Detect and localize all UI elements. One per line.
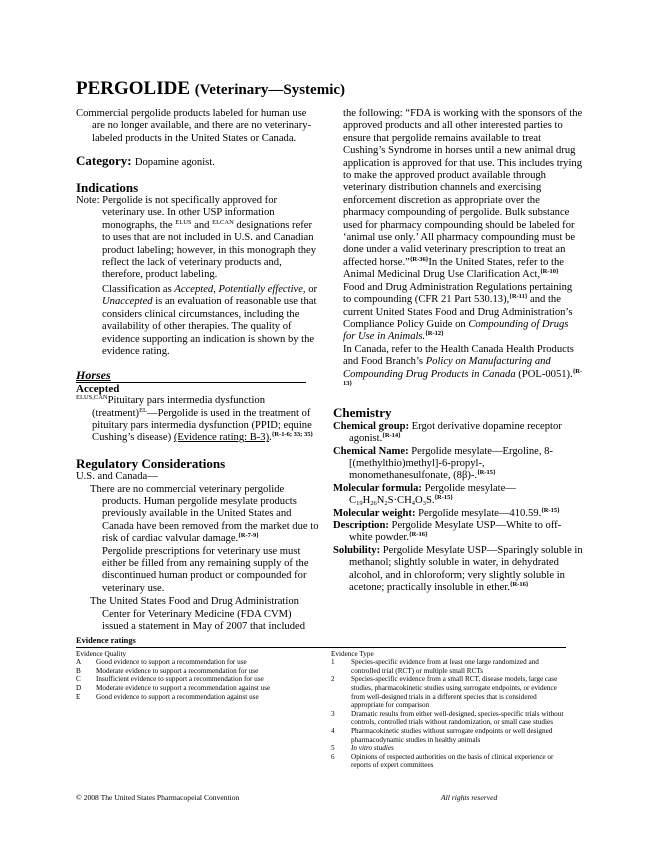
quality-key: A xyxy=(76,658,82,667)
type-value: Species-specific evidence from a small RCT, disease models, large case studies, pharmacokinetic studies using surrogate endpoints, or evidence from well-designed trials in a different species that is considered appropriate for comparison xyxy=(351,675,558,710)
horses-indication: $^{ELUS,CAN}$Pituitary pars intermedia dysfunction (treatment)$^{EL}$—Pergolide is used in the treatment of pituitary pars intermedia dysfunction (PPID; equine Cushing’s disease) (Evidence rating: B-3).$^{\{R-1-6; 33; 35\}}$ xyxy=(76,394,314,444)
category-value: Dopamine agonist. xyxy=(134,157,215,169)
type-row xyxy=(331,744,567,753)
accepted-heading: Accepted xyxy=(76,382,120,395)
chemical-group: Chemical group: Ergot derivative dopamine receptor agonist.$^{\{R-14\}}$ xyxy=(333,420,562,445)
quality-key: E xyxy=(76,692,81,701)
regulatory-region: U.S. and Canada— xyxy=(76,471,158,483)
description: Description: Pergolide Mesylate USP—White to off-white powder.$^{\{R-16\}}$ xyxy=(333,520,562,544)
right-column xyxy=(333,108,583,594)
evidence-ratings xyxy=(76,636,576,770)
quality-row xyxy=(76,693,316,702)
quality-value: Good evidence to support a recommendation for use xyxy=(96,658,247,667)
molecular-formula: Molecular formula: Pergolide mesylate— $C_{19}H_{26}N_2S\cdot CH_4O_3S.^{\{R-15\}}$ xyxy=(333,482,516,508)
left-column xyxy=(76,108,320,633)
type-row xyxy=(331,658,567,675)
classification-paragraph: Classification as Accepted, Potentially effective, or Unaccepted is an evaluation of reasonable use that considers clinical circumstances, including the availability of other therapies. The quality of evidence supporting an indication is shown by the evidence rating. xyxy=(102,283,318,357)
quality-row xyxy=(76,658,316,667)
regulatory-p3: The United States Food and Drug Administration Center for Veterinary Medicine (FDA CVM) issued a statement in May of 2007 that included xyxy=(90,596,306,633)
chemical-name: Chemical Name: Pergolide mesylate—Ergoline, 8-[(methylthio)methyl]-6-propyl-, monomethanesulfonate, (8β)-.$^{\{R-15\}}$ xyxy=(333,445,553,482)
regulatory-fda-quote: the following: “FDA is working with the sponsors of the approved products and all other interested parties to ensure that pergolide remains available to treat Cushing’s Syndrome in horses until a new animal drug application is approved for that use. This includes trying to make the approved product available through veterinary distribution channels and exercising enforcement discretion as appropriate over the pharmacy compounding of pergolide. Bulk substance used for pharmacy compounding should be labeled for ‘animal use only.’ All pharmacy compounding must be done under a valid veterinary prescription to treat an affected horse.”$^{\{R-36\}}$In the United States, refer to the Animal Medicinal Drug Use Clarification Act,$^{\{R-10\}}$ Food and Drug Administration Regulations pertaining to compounding (CFR 21 Part 530.13),$^{\{R-11\}}$ and the current United States Food and Drug Administration’s Compliance Policy Guide on Compounding of Drugs for Use in Animals.$^{\{R-12\}}$ xyxy=(343,108,583,343)
type-key: 4 xyxy=(331,726,335,735)
category-heading: Category: Dopamine agonist. xyxy=(76,153,215,169)
quality-value: Moderate evidence to support a recommendation for use xyxy=(96,666,259,675)
quality-row xyxy=(76,667,316,676)
quality-key: B xyxy=(76,666,81,675)
type-row xyxy=(331,675,567,709)
type-value: In vitro studies xyxy=(351,744,394,753)
quality-row xyxy=(76,684,316,693)
type-value: Opinions of respected authorities on the basis of clinical experience or reports of expert committees xyxy=(351,752,554,770)
type-row xyxy=(331,753,567,770)
quality-value: Moderate evidence to support a recommendation against use xyxy=(96,683,271,692)
title-main: PERGOLIDE xyxy=(76,78,191,99)
quality-value: Insufficient evidence to support a recommendation for use xyxy=(96,675,264,684)
evidence-rating-link[interactable]: (Evidence rating: B-3) xyxy=(173,432,270,444)
type-key: 6 xyxy=(331,752,335,761)
molecular-weight: Molecular weight: Pergolide mesylate—410.59.$^{\{R-15\}}$ xyxy=(333,506,560,519)
type-key: 2 xyxy=(331,675,335,684)
solubility: Solubility: Pergolide Mesylate USP—Sparingly soluble in methanol; slightly soluble in water, in dehydrated alcohol, and in chloroform; very slightly soluble in acetone; practically insoluble in ether.$^{\{R-16\}}$ xyxy=(333,544,583,594)
evidence-type-heading: Evidence Type xyxy=(331,649,374,658)
indications-note: Note: Pergolide is not specifically approved for veterinary use. In other USP information monographs, the $^{ELUS}$ and $^{ELCAN}$ designations refer to uses that are not included in U.S. and Canadian product labeling; however, in this monograph they reflect the lack of veterinary products and, therefore, product labeling. xyxy=(76,195,317,281)
evidence-quality-list xyxy=(76,650,316,702)
footer-copyright: © 2008 The United States Pharmacopeial Convention xyxy=(76,793,240,802)
chemistry-heading: Chemistry xyxy=(333,405,392,421)
footer-rights: All rights reserved xyxy=(441,793,498,802)
regulatory-canada: In Canada, refer to the Health Canada Health Products and Food Branch’s Policy on Manufacturing and Compounding Drug Products in Canada (POL-0051).$^{\{R-13\}}$ xyxy=(343,343,583,387)
type-row xyxy=(331,727,567,744)
type-value: Dramatic results from either well-designed, species-specific trials without controls, controlled trials without randomization, or small case studies xyxy=(351,709,564,727)
horses-heading: Horses xyxy=(76,369,306,382)
quality-key: D xyxy=(76,683,82,692)
type-value: Pharmacokinetic studies without surrogate endpoints or well designed pharmacodynamic studies in healthy animals xyxy=(351,726,553,744)
quality-value: Good evidence to support a recommendation against use xyxy=(96,692,259,701)
regulatory-heading: Regulatory Considerations xyxy=(76,455,226,471)
title-sub: (Veterinary—Systemic) xyxy=(194,82,346,98)
evidence-type-list xyxy=(331,650,567,770)
indications-heading: Indications xyxy=(76,179,139,195)
intro-paragraph: Commercial pergolide products labeled for human use are no longer available, and there are no veterinary-labeled products in the United States or Canada. xyxy=(76,108,312,144)
evidence-ratings-title: Evidence ratings xyxy=(76,637,566,648)
evidence-quality-heading: Evidence Quality xyxy=(76,649,127,658)
type-value: Species-specific evidence from at least one large randomized and controlled trial (RCT) or multiple small RCTs xyxy=(351,658,539,675)
formula-expression: $C_{19}H_{26}N_2S\cdot CH_4O_3S$. xyxy=(349,495,435,508)
type-key: 5 xyxy=(331,744,335,753)
type-row xyxy=(331,710,567,727)
regulatory-p2: Pergolide prescriptions for veterinary use must either be filled from any remaining supply of the discontinued human product or compounded for veterinary use. xyxy=(102,545,309,594)
type-key: 3 xyxy=(331,709,335,718)
quality-row xyxy=(76,675,316,684)
page-title xyxy=(76,78,345,100)
regulatory-p1: There are no commercial veterinary pergolide products. Human pergolide mesylate products previously available in the United States and Canada have been removed from the market due to risk of cardiac valvular damage.$^{\{R-7-9\}}$ xyxy=(90,483,319,545)
type-key: 1 xyxy=(331,658,335,667)
quality-key: C xyxy=(76,675,81,684)
